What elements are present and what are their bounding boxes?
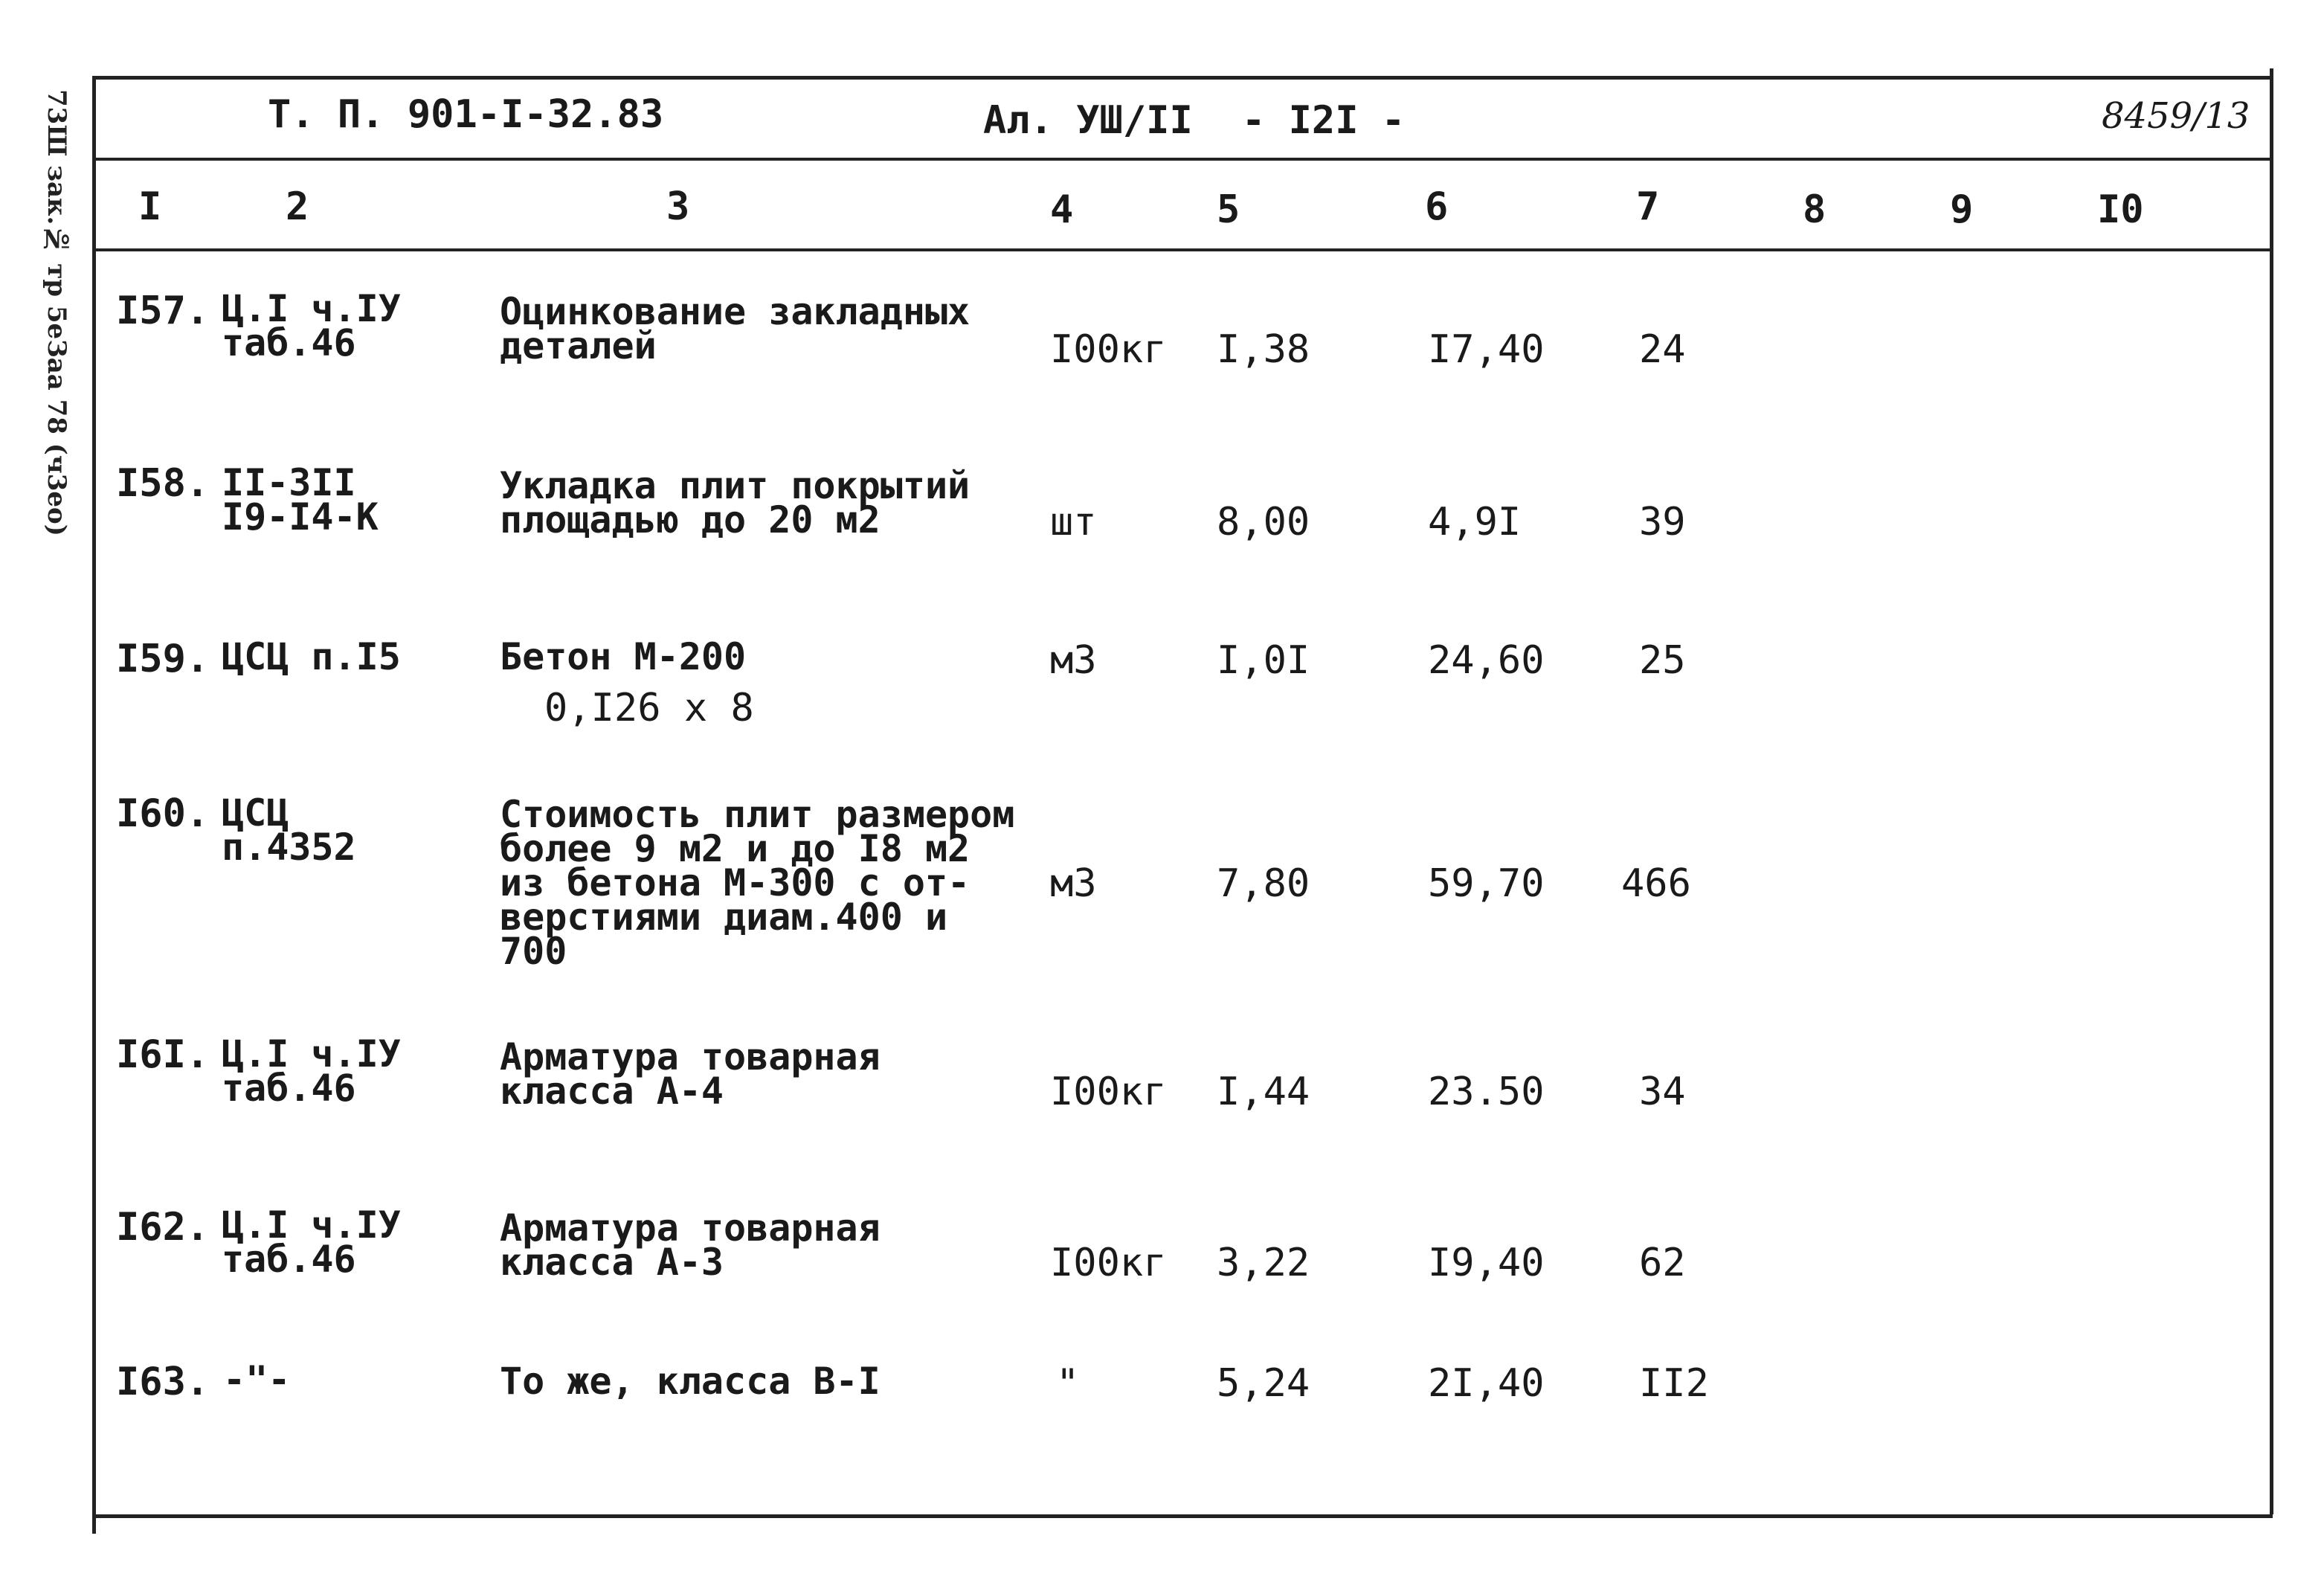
row-total: 34 <box>1639 1070 1686 1114</box>
row-total: 39 <box>1639 500 1686 544</box>
row-quantity: I,38 <box>1217 327 1310 372</box>
row-unit: шт <box>1050 500 1097 544</box>
row-description: Оцинкование закладных деталей <box>500 290 971 367</box>
row-price: 2I,40 <box>1428 1361 1545 1406</box>
row-quantity: 3,22 <box>1217 1241 1310 1285</box>
row-price: 4,9I <box>1428 500 1522 544</box>
row-unit: I00кг <box>1050 1070 1167 1114</box>
row-description-extra: 0,I26 х 8 <box>544 686 754 730</box>
column-header: 5 <box>1217 187 1240 232</box>
row-price: 59,70 <box>1428 861 1545 906</box>
row-price: 24,60 <box>1428 638 1545 683</box>
column-header: 2 <box>286 184 309 229</box>
row-description: Стоимость плит размером более 9 м2 и до I8 м2 из бетона М-300 с от- верстиями диам.400 и 700 <box>500 793 1015 973</box>
row-quantity: 5,24 <box>1217 1361 1310 1406</box>
row-description: Арматура товарная класса А-4 <box>500 1035 881 1113</box>
row-number: I57. <box>116 289 210 333</box>
row-price: I7,40 <box>1428 327 1545 372</box>
row-unit: I00кг <box>1050 327 1167 372</box>
column-header: 4 <box>1050 187 1074 232</box>
row-code: ЦСЦ п.I5 <box>222 635 401 678</box>
row-price: I9,40 <box>1428 1241 1545 1285</box>
row-quantity: 7,80 <box>1217 861 1310 906</box>
row-description: Укладка плит покрытий площадью до 20 м2 <box>500 464 971 541</box>
row-quantity: 8,00 <box>1217 500 1310 544</box>
column-header: 3 <box>666 184 690 229</box>
row-number: I60. <box>116 791 210 836</box>
row-total: 62 <box>1639 1241 1686 1285</box>
row-number: I59. <box>116 637 210 681</box>
page-number: - I2I - <box>1242 98 1406 143</box>
row-total: 24 <box>1639 327 1686 372</box>
row-total: 466 <box>1621 861 1691 906</box>
column-header: I <box>138 184 162 229</box>
row-quantity: I,0I <box>1217 638 1310 683</box>
column-header: 8 <box>1803 187 1826 232</box>
row-total: II2 <box>1639 1361 1709 1406</box>
row-description: То же, класса В-I <box>500 1360 881 1403</box>
row-code: -"- <box>223 1358 291 1401</box>
column-header: 6 <box>1425 184 1449 229</box>
doc-number: 8459/13 <box>2102 95 2250 137</box>
margin-note: 73Ш зак.№ тр 5еЗаа 78 (ч3ео) <box>42 89 71 536</box>
column-header: 9 <box>1950 187 1974 232</box>
row-description: Бетон М-200 <box>500 635 747 678</box>
column-header: 7 <box>1636 184 1660 229</box>
row-number: I63. <box>116 1360 210 1404</box>
doc-code: Т. П. 901-I-32.83 <box>268 92 664 137</box>
row-number: I62. <box>116 1205 210 1250</box>
row-number: I58. <box>116 461 210 506</box>
row-unit: " <box>1056 1361 1080 1406</box>
row-unit: I00кг <box>1050 1241 1167 1285</box>
row-price: 23.50 <box>1428 1070 1545 1114</box>
row-code: Ц.I ч.IУ таб.46 <box>222 1203 401 1281</box>
row-description: Арматура товарная класса А-3 <box>500 1206 881 1284</box>
row-total: 25 <box>1639 638 1686 683</box>
column-header: I0 <box>2097 187 2144 232</box>
row-code: Ц.I ч.IУ таб.46 <box>222 287 401 364</box>
row-number: I6I. <box>116 1032 210 1077</box>
row-code: Ц.I ч.IУ таб.46 <box>222 1032 401 1110</box>
row-code: ЦСЦ п.4352 <box>222 791 356 869</box>
row-unit: м3 <box>1050 638 1097 683</box>
album-label: Ал. УШ/II <box>983 98 1193 143</box>
row-code: II-3II I9-I4-К <box>222 461 379 539</box>
row-unit: м3 <box>1050 861 1097 906</box>
row-quantity: I,44 <box>1217 1070 1310 1114</box>
